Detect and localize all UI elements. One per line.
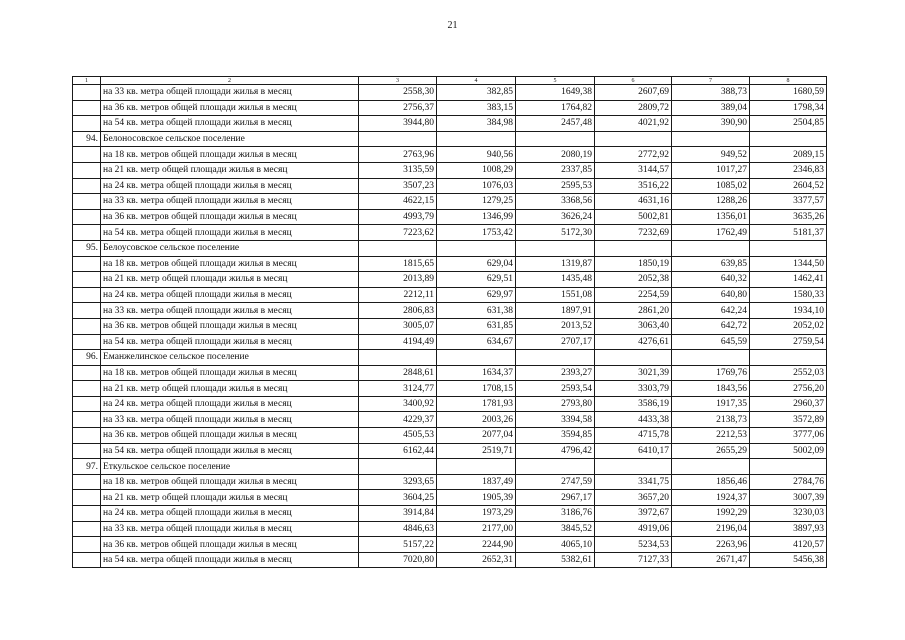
value-cell: 3007,39 [750, 490, 827, 506]
row-label: на 33 кв. метра общей площади жилья в месяц [101, 521, 359, 537]
empty-cell [359, 240, 437, 256]
value-cell: 2519,71 [437, 443, 516, 459]
value-cell: 3063,40 [595, 318, 672, 334]
row-label: на 33 кв. метра общей площади жилья в месяц [101, 412, 359, 428]
table-row [73, 178, 827, 194]
empty-cell [437, 459, 516, 475]
column-number: 5 [516, 77, 595, 85]
section-number: 95. [73, 240, 101, 256]
value-cell: 3368,56 [516, 194, 595, 210]
value-cell: 1435,48 [516, 272, 595, 288]
row-index-cell [73, 428, 101, 444]
section-row [73, 131, 827, 147]
value-cell: 1837,49 [437, 474, 516, 490]
value-cell: 1076,03 [437, 178, 516, 194]
value-cell: 2212,11 [359, 287, 437, 303]
value-cell: 4120,57 [750, 537, 827, 553]
value-cell: 3400,92 [359, 396, 437, 412]
value-cell: 1634,37 [437, 365, 516, 381]
value-cell: 7223,62 [359, 225, 437, 241]
row-label: на 33 кв. метра общей площади жилья в месяц [101, 303, 359, 319]
value-cell: 642,24 [672, 303, 750, 319]
empty-cell [672, 350, 750, 366]
value-cell: 5157,22 [359, 537, 437, 553]
table-row [73, 506, 827, 522]
value-cell: 1708,15 [437, 381, 516, 397]
value-cell: 4065,10 [516, 537, 595, 553]
value-cell: 1973,29 [437, 506, 516, 522]
table-row [73, 474, 827, 490]
value-cell: 2806,83 [359, 303, 437, 319]
row-label: на 18 кв. метров общей площади жилья в месяц [101, 256, 359, 272]
column-number-row [73, 77, 827, 85]
value-cell: 3572,89 [750, 412, 827, 428]
value-cell: 3303,79 [595, 381, 672, 397]
value-cell: 640,80 [672, 287, 750, 303]
value-cell: 645,59 [672, 334, 750, 350]
value-cell: 2212,53 [672, 428, 750, 444]
value-cell: 4919,06 [595, 521, 672, 537]
empty-cell [359, 350, 437, 366]
value-cell: 3507,23 [359, 178, 437, 194]
column-number: 1 [73, 77, 101, 85]
value-cell: 1085,02 [672, 178, 750, 194]
value-cell: 3005,07 [359, 318, 437, 334]
value-cell: 390,90 [672, 116, 750, 132]
value-cell: 1798,34 [750, 100, 827, 116]
value-cell: 2707,17 [516, 334, 595, 350]
value-cell: 3394,58 [516, 412, 595, 428]
value-cell: 631,85 [437, 318, 516, 334]
row-index-cell [73, 396, 101, 412]
empty-cell [750, 240, 827, 256]
value-cell: 2784,76 [750, 474, 827, 490]
row-label: на 36 кв. метров общей площади жилья в месяц [101, 428, 359, 444]
value-cell: 1934,10 [750, 303, 827, 319]
value-cell: 2967,17 [516, 490, 595, 506]
row-index-cell [73, 443, 101, 459]
value-cell: 2138,73 [672, 412, 750, 428]
value-cell: 382,85 [437, 85, 516, 101]
value-cell: 2652,31 [437, 552, 516, 568]
value-cell: 1897,91 [516, 303, 595, 319]
value-cell: 631,38 [437, 303, 516, 319]
value-cell: 1462,41 [750, 272, 827, 288]
empty-cell [595, 131, 672, 147]
section-number: 94. [73, 131, 101, 147]
value-cell: 384,98 [437, 116, 516, 132]
row-label: на 21 кв. метр общей площади жилья в месяц [101, 381, 359, 397]
value-cell: 2593,54 [516, 381, 595, 397]
value-cell: 3021,39 [595, 365, 672, 381]
value-cell: 2960,37 [750, 396, 827, 412]
column-number: 3 [359, 77, 437, 85]
value-cell: 6410,17 [595, 443, 672, 459]
row-label: на 21 кв. метр общей площади жилья в месяц [101, 490, 359, 506]
value-cell: 2052,02 [750, 318, 827, 334]
value-cell: 949,52 [672, 147, 750, 163]
section-title: Белоносовское сельское поселение [101, 131, 359, 147]
row-index-cell [73, 537, 101, 553]
empty-cell [750, 131, 827, 147]
value-cell: 2457,48 [516, 116, 595, 132]
value-cell: 4631,16 [595, 194, 672, 210]
value-cell: 4993,79 [359, 209, 437, 225]
value-cell: 3124,77 [359, 381, 437, 397]
empty-cell [595, 459, 672, 475]
section-number: 97. [73, 459, 101, 475]
value-cell: 2080,19 [516, 147, 595, 163]
value-cell: 1753,42 [437, 225, 516, 241]
table-row [73, 443, 827, 459]
section-title: Еманжелинское сельское поселение [101, 350, 359, 366]
value-cell: 2595,53 [516, 178, 595, 194]
row-label: на 18 кв. метров общей площади жилья в месяц [101, 147, 359, 163]
value-cell: 3230,03 [750, 506, 827, 522]
value-cell: 3586,19 [595, 396, 672, 412]
value-cell: 3914,84 [359, 506, 437, 522]
table-row [73, 194, 827, 210]
value-cell: 5002,81 [595, 209, 672, 225]
section-row [73, 240, 827, 256]
table-row [73, 381, 827, 397]
value-cell: 1580,33 [750, 287, 827, 303]
value-cell: 3516,22 [595, 178, 672, 194]
row-label: на 54 кв. метра общей площади жилья в месяц [101, 334, 359, 350]
row-index-cell [73, 490, 101, 506]
value-cell: 1843,56 [672, 381, 750, 397]
column-number: 8 [750, 77, 827, 85]
row-index-cell [73, 552, 101, 568]
value-cell: 3626,24 [516, 209, 595, 225]
value-cell: 2861,20 [595, 303, 672, 319]
value-cell: 3293,65 [359, 474, 437, 490]
empty-cell [516, 131, 595, 147]
table-row [73, 100, 827, 116]
empty-cell [359, 131, 437, 147]
row-label: на 21 кв. метр общей площади жилья в месяц [101, 162, 359, 178]
value-cell: 2003,26 [437, 412, 516, 428]
value-cell: 1992,29 [672, 506, 750, 522]
table-row [73, 365, 827, 381]
value-cell: 642,72 [672, 318, 750, 334]
value-cell: 1008,29 [437, 162, 516, 178]
value-cell: 2393,27 [516, 365, 595, 381]
value-cell: 5234,53 [595, 537, 672, 553]
value-cell: 2558,30 [359, 85, 437, 101]
empty-cell [516, 350, 595, 366]
section-row [73, 350, 827, 366]
table-row [73, 256, 827, 272]
value-cell: 3657,20 [595, 490, 672, 506]
value-cell: 3377,57 [750, 194, 827, 210]
table-row [73, 303, 827, 319]
value-cell: 5172,30 [516, 225, 595, 241]
value-cell: 1850,19 [595, 256, 672, 272]
value-cell: 1680,59 [750, 85, 827, 101]
value-cell: 1346,99 [437, 209, 516, 225]
value-cell: 2254,59 [595, 287, 672, 303]
row-index-cell [73, 147, 101, 163]
value-cell: 3777,06 [750, 428, 827, 444]
value-cell: 388,73 [672, 85, 750, 101]
row-index-cell [73, 318, 101, 334]
value-cell: 5382,61 [516, 552, 595, 568]
value-cell: 4622,15 [359, 194, 437, 210]
section-title: Еткульское сельское поселение [101, 459, 359, 475]
value-cell: 3186,76 [516, 506, 595, 522]
table-row [73, 490, 827, 506]
section-title: Белоусовское сельское поселение [101, 240, 359, 256]
value-cell: 389,04 [672, 100, 750, 116]
row-label: на 24 кв. метра общей площади жилья в месяц [101, 396, 359, 412]
value-cell: 2077,04 [437, 428, 516, 444]
value-cell: 1279,25 [437, 194, 516, 210]
value-cell: 4796,42 [516, 443, 595, 459]
value-cell: 1924,37 [672, 490, 750, 506]
value-cell: 1815,65 [359, 256, 437, 272]
empty-cell [595, 240, 672, 256]
value-cell: 1288,26 [672, 194, 750, 210]
row-label: на 36 кв. метров общей площади жилья в месяц [101, 100, 359, 116]
value-cell: 1762,49 [672, 225, 750, 241]
row-index-cell [73, 178, 101, 194]
value-cell: 2655,29 [672, 443, 750, 459]
empty-cell [595, 350, 672, 366]
value-cell: 4229,37 [359, 412, 437, 428]
value-cell: 4276,61 [595, 334, 672, 350]
value-cell: 2756,37 [359, 100, 437, 116]
value-cell: 2848,61 [359, 365, 437, 381]
value-cell: 639,85 [672, 256, 750, 272]
table-row [73, 287, 827, 303]
row-label: на 33 кв. метра общей площади жилья в месяц [101, 85, 359, 101]
value-cell: 2337,85 [516, 162, 595, 178]
value-cell: 2552,03 [750, 365, 827, 381]
value-cell: 3944,80 [359, 116, 437, 132]
value-cell: 6162,44 [359, 443, 437, 459]
empty-cell [672, 459, 750, 475]
value-cell: 5181,37 [750, 225, 827, 241]
row-index-cell [73, 85, 101, 101]
table-row [73, 225, 827, 241]
value-cell: 2346,83 [750, 162, 827, 178]
table-row [73, 412, 827, 428]
value-cell: 629,51 [437, 272, 516, 288]
value-cell: 1649,38 [516, 85, 595, 101]
row-index-cell [73, 474, 101, 490]
value-cell: 2089,15 [750, 147, 827, 163]
row-index-cell [73, 116, 101, 132]
value-cell: 3341,75 [595, 474, 672, 490]
column-number: 6 [595, 77, 672, 85]
value-cell: 634,67 [437, 334, 516, 350]
row-label: на 54 кв. метра общей площади жилья в месяц [101, 443, 359, 459]
value-cell: 640,32 [672, 272, 750, 288]
value-cell: 2052,38 [595, 272, 672, 288]
empty-cell [437, 350, 516, 366]
value-cell: 1856,46 [672, 474, 750, 490]
table-row [73, 428, 827, 444]
value-cell: 1344,50 [750, 256, 827, 272]
value-cell: 7127,33 [595, 552, 672, 568]
value-cell: 1917,35 [672, 396, 750, 412]
value-cell: 1356,01 [672, 209, 750, 225]
value-cell: 7232,69 [595, 225, 672, 241]
table-row [73, 318, 827, 334]
row-index-cell [73, 303, 101, 319]
row-index-cell [73, 272, 101, 288]
value-cell: 4021,92 [595, 116, 672, 132]
value-cell: 629,04 [437, 256, 516, 272]
row-label: на 36 кв. метров общей площади жилья в месяц [101, 318, 359, 334]
table-body [73, 77, 827, 568]
value-cell: 2604,52 [750, 178, 827, 194]
value-cell: 4433,38 [595, 412, 672, 428]
value-cell: 3144,57 [595, 162, 672, 178]
value-cell: 2244,90 [437, 537, 516, 553]
row-label: на 54 кв. метра общей площади жилья в месяц [101, 552, 359, 568]
value-cell: 5456,38 [750, 552, 827, 568]
row-label: на 18 кв. метров общей площади жилья в месяц [101, 365, 359, 381]
row-index-cell [73, 287, 101, 303]
value-cell: 2013,52 [516, 318, 595, 334]
row-label: на 54 кв. метра общей площади жилья в месяц [101, 225, 359, 241]
tariff-table [72, 76, 827, 568]
column-number: 4 [437, 77, 516, 85]
value-cell: 2772,92 [595, 147, 672, 163]
value-cell: 1769,76 [672, 365, 750, 381]
row-index-cell [73, 381, 101, 397]
value-cell: 629,97 [437, 287, 516, 303]
value-cell: 1551,08 [516, 287, 595, 303]
value-cell: 2747,59 [516, 474, 595, 490]
empty-cell [672, 240, 750, 256]
value-cell: 2809,72 [595, 100, 672, 116]
value-cell: 5002,09 [750, 443, 827, 459]
value-cell: 7020,80 [359, 552, 437, 568]
value-cell: 3594,85 [516, 428, 595, 444]
value-cell: 1764,82 [516, 100, 595, 116]
row-index-cell [73, 225, 101, 241]
empty-cell [359, 459, 437, 475]
row-label: на 36 кв. метров общей площади жилья в месяц [101, 209, 359, 225]
value-cell: 4846,63 [359, 521, 437, 537]
row-index-cell [73, 256, 101, 272]
empty-cell [750, 350, 827, 366]
value-cell: 3635,26 [750, 209, 827, 225]
value-cell: 4505,53 [359, 428, 437, 444]
value-cell: 2607,69 [595, 85, 672, 101]
table-row [73, 162, 827, 178]
value-cell: 2793,80 [516, 396, 595, 412]
empty-cell [516, 459, 595, 475]
row-index-cell [73, 334, 101, 350]
empty-cell [672, 131, 750, 147]
value-cell: 2759,54 [750, 334, 827, 350]
value-cell: 3897,93 [750, 521, 827, 537]
table-row [73, 147, 827, 163]
page-number: 21 [447, 20, 458, 31]
row-index-cell [73, 100, 101, 116]
value-cell: 940,56 [437, 147, 516, 163]
row-label: на 33 кв. метра общей площади жилья в месяц [101, 194, 359, 210]
empty-cell [750, 459, 827, 475]
table-row [73, 209, 827, 225]
section-number: 96. [73, 350, 101, 366]
column-number: 7 [672, 77, 750, 85]
value-cell: 2013,89 [359, 272, 437, 288]
row-index-cell [73, 506, 101, 522]
table-row [73, 552, 827, 568]
row-index-cell [73, 521, 101, 537]
value-cell: 383,15 [437, 100, 516, 116]
row-index-cell [73, 412, 101, 428]
row-index-cell [73, 194, 101, 210]
value-cell: 2671,47 [672, 552, 750, 568]
value-cell: 3972,67 [595, 506, 672, 522]
table-row [73, 537, 827, 553]
value-cell: 1781,93 [437, 396, 516, 412]
row-label: на 24 кв. метра общей площади жилья в месяц [101, 178, 359, 194]
value-cell: 2756,20 [750, 381, 827, 397]
value-cell: 2504,85 [750, 116, 827, 132]
table-row [73, 521, 827, 537]
row-index-cell [73, 209, 101, 225]
value-cell: 4715,78 [595, 428, 672, 444]
section-row [73, 459, 827, 475]
value-cell: 3845,52 [516, 521, 595, 537]
value-cell: 2177,00 [437, 521, 516, 537]
row-index-cell [73, 162, 101, 178]
value-cell: 1905,39 [437, 490, 516, 506]
row-label: на 24 кв. метра общей площади жилья в месяц [101, 506, 359, 522]
row-label: на 18 кв. метров общей площади жилья в месяц [101, 474, 359, 490]
empty-cell [437, 131, 516, 147]
value-cell: 2763,96 [359, 147, 437, 163]
column-number: 2 [101, 77, 359, 85]
value-cell: 1017,27 [672, 162, 750, 178]
table-row [73, 116, 827, 132]
empty-cell [437, 240, 516, 256]
value-cell: 1319,87 [516, 256, 595, 272]
value-cell: 2196,04 [672, 521, 750, 537]
value-cell: 4194,49 [359, 334, 437, 350]
table-row [73, 334, 827, 350]
table-row [73, 396, 827, 412]
value-cell: 3604,25 [359, 490, 437, 506]
empty-cell [516, 240, 595, 256]
row-label: на 21 кв. метр общей площади жилья в месяц [101, 272, 359, 288]
value-cell: 3135,59 [359, 162, 437, 178]
row-index-cell [73, 365, 101, 381]
table-row [73, 85, 827, 101]
row-label: на 24 кв. метра общей площади жилья в месяц [101, 287, 359, 303]
row-label: на 36 кв. метров общей площади жилья в месяц [101, 537, 359, 553]
table-row [73, 272, 827, 288]
value-cell: 2263,96 [672, 537, 750, 553]
row-label: на 54 кв. метра общей площади жилья в месяц [101, 116, 359, 132]
